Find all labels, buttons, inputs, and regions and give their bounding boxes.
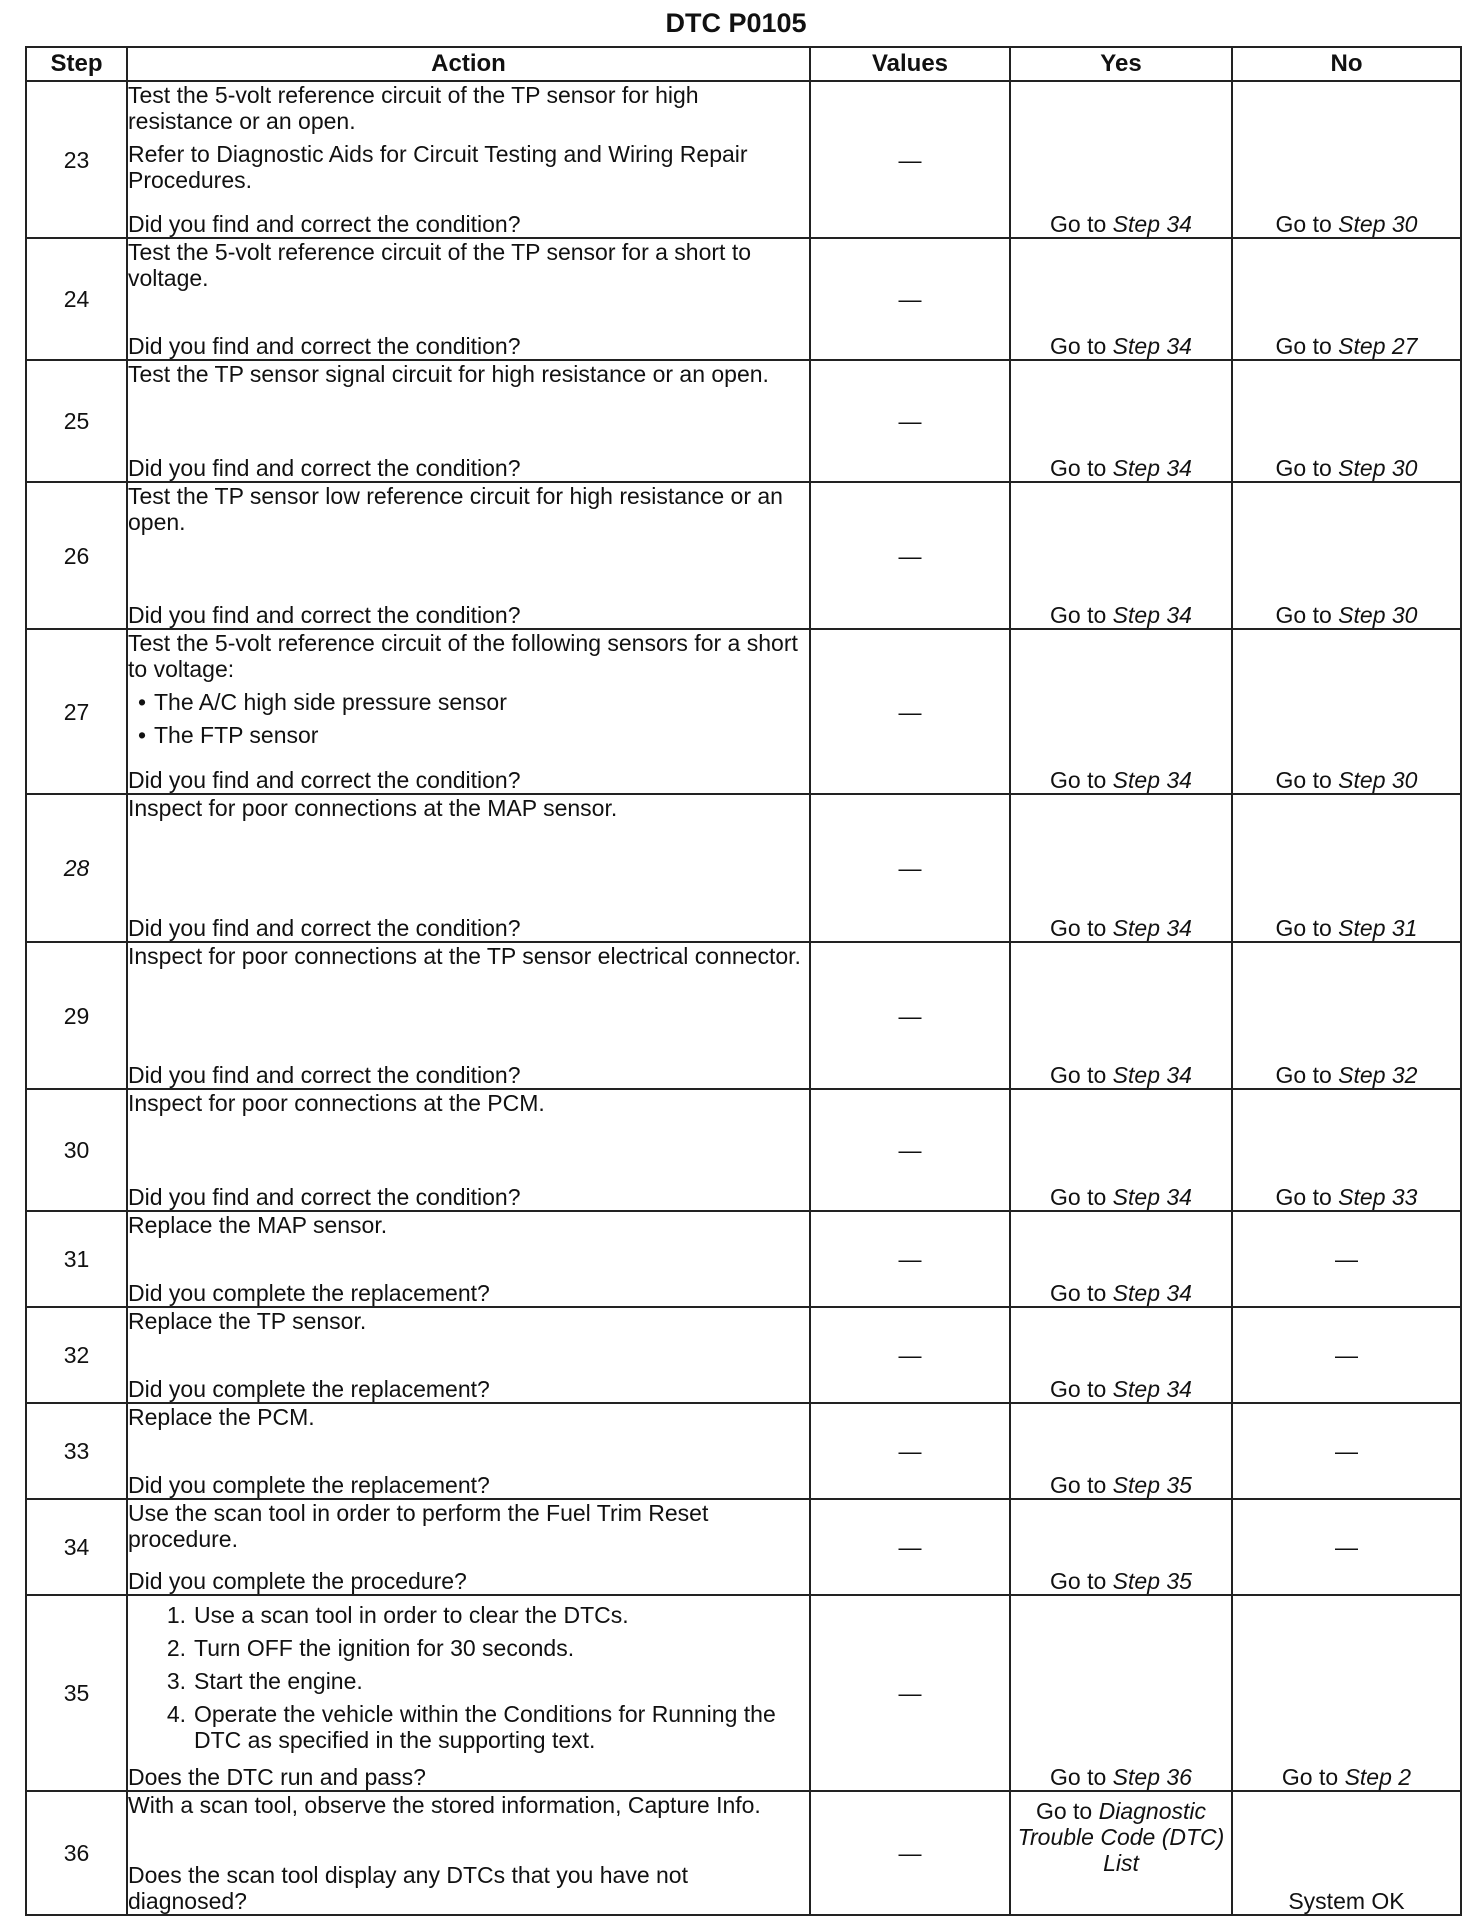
values-dash: — [898,146,922,173]
yes-cell: Go to Step 35 [1010,1499,1232,1595]
yes-cell: Go to Step 34 [1010,1089,1232,1211]
table-row [26,1791,1461,1915]
numbered-item: 2. Turn OFF the ignition for 30 seconds. [166,1635,575,1661]
step-number: 25 [26,360,127,482]
step-number: 33 [26,1403,127,1499]
header-step: Step [26,47,127,81]
no-cell [1232,1307,1461,1403]
dtc-list-link[interactable]: Diagnostic Trouble Code (DTC) List [1017,1798,1225,1876]
no-step-link[interactable]: Step 27 [1338,333,1418,359]
action-cell [127,1595,810,1791]
action-question: Did you complete the replacement? [128,1376,490,1402]
step-number: 30 [26,1089,127,1211]
values-cell [810,482,1010,629]
step-number: 28 [26,794,127,942]
no-cell: Go to Step 33 [1232,1089,1461,1211]
action-text: Test the TP sensor low reference circuit for high resistance or an open. [128,483,783,535]
action-text: Replace the MAP sensor. [128,1212,388,1238]
action-question: Did you complete the replacement? [128,1280,490,1306]
action-question: Did you find and correct the condition? [128,211,521,237]
no-dash: — [1335,1342,1358,1368]
yes-step-link[interactable]: Step 36 [1112,1764,1192,1790]
step-number: 36 [26,1791,127,1915]
values-dash: — [898,408,922,434]
yes-cell: Go to Step 34 [1010,794,1232,942]
values-dash: — [898,542,922,569]
yes-cell [1010,1791,1232,1915]
action-question: Did you find and correct the condition? [128,602,521,628]
yes-cell: Go to Step 36 [1010,1595,1232,1791]
header-no: No [1232,47,1461,81]
action-cell [127,238,810,360]
action-cell [127,1791,810,1915]
values-cell [810,1595,1010,1791]
action-question: Did you complete the procedure? [128,1568,467,1594]
yes-step-link[interactable]: Step 35 [1112,1472,1192,1498]
action-text: Use the scan tool in order to perform the Fuel Trim Reset procedure. [128,1500,709,1552]
values-dash: — [898,698,922,725]
values-cell [810,1307,1010,1403]
table-row [26,360,1461,482]
no-cell: Go to Step 30 [1232,81,1461,238]
no-step-link[interactable]: Step 31 [1338,915,1418,941]
action-text: Test the 5-volt reference circuit of the following sensors for a short to voltage: [128,630,798,682]
action-question: Did you find and correct the condition? [128,333,521,359]
numbered-item: 1. Use a scan tool in order to clear the DTCs. [166,1602,629,1628]
yes-step-link[interactable]: Step 34 [1112,1184,1192,1210]
action-text: Test the 5-volt reference circuit of the TP sensor for a short to voltage. [128,239,751,291]
table-row [26,1403,1461,1499]
values-cell [810,1403,1010,1499]
yes-step-link[interactable]: Step 34 [1112,333,1192,359]
table-row [26,1595,1461,1791]
action-cell [127,1089,810,1211]
table-row [26,942,1461,1089]
yes-step-link[interactable]: Step 34 [1112,767,1192,793]
table-title: DTC P0105 [665,8,807,38]
action-cell [127,1307,810,1403]
no-dash: — [1335,1246,1358,1272]
values-dash: — [898,1342,922,1368]
no-step-link[interactable]: Step 30 [1338,211,1418,237]
values-cell [810,1089,1010,1211]
action-text: Replace the TP sensor. [128,1308,367,1334]
table-row [26,794,1461,942]
table-row [26,238,1461,360]
action-cell [127,1403,810,1499]
yes-step-link[interactable]: Step 34 [1112,915,1192,941]
action-text: Inspect for poor connections at the TP sensor electrical connector. [128,943,801,969]
values-cell [810,942,1010,1089]
values-cell [810,1499,1010,1595]
step-number: 35 [26,1595,127,1791]
bullet-list [128,689,809,748]
action-question: Did you find and correct the condition? [128,767,521,793]
yes-cell: Go to Step 34 [1010,1307,1232,1403]
no-cell: Go to Step 27 [1232,238,1461,360]
action-question: Does the DTC run and pass? [128,1764,426,1790]
values-cell [810,1791,1010,1915]
header-values: Values [810,47,1010,81]
action-cell [127,482,810,629]
action-cell [127,794,810,942]
yes-step-link[interactable]: Step 34 [1112,1062,1192,1088]
yes-cell: Go to Step 35 [1010,1403,1232,1499]
no-step-link[interactable]: Step 2 [1344,1764,1412,1790]
values-cell [810,1211,1010,1307]
values-dash: — [898,1002,922,1029]
values-dash: — [898,1534,922,1560]
yes-step-link[interactable]: Step 34 [1112,1376,1192,1402]
no-cell: Go to Step 2 [1232,1595,1461,1791]
system-ok-text: System OK [1288,1888,1405,1914]
no-cell [1232,1499,1461,1595]
values-dash: — [898,855,922,881]
table-row [26,629,1461,794]
table-row [26,482,1461,629]
action-question: Did you find and correct the condition? [128,1184,521,1210]
yes-cell: Go to Step 34 [1010,629,1232,794]
no-cell [1232,1791,1461,1915]
action-question: Did you complete the replacement? [128,1472,490,1498]
yes-cell: Go to Step 34 [1010,81,1232,238]
step-number: 29 [26,942,127,1089]
action-text: Test the 5-volt reference circuit of the TP sensor for high resistance or an open. [128,82,699,134]
yes-cell: Go to Step 34 [1010,482,1232,629]
values-cell [810,81,1010,238]
values-cell [810,794,1010,942]
values-dash: — [898,1680,922,1706]
yes-step-link[interactable]: Step 34 [1112,602,1192,628]
no-cell [1232,1211,1461,1307]
action-text: Replace the PCM. [128,1404,315,1430]
no-cell: Go to Step 30 [1232,629,1461,794]
values-cell [810,360,1010,482]
action-cell [127,360,810,482]
table-header-row [26,47,1461,81]
table-row [26,1089,1461,1211]
header-action: Action [127,47,810,81]
numbered-item: 3. Start the engine. [166,1668,363,1694]
diagnostic-table [25,46,1462,1916]
yes-step-link[interactable]: Step 35 [1112,1568,1192,1594]
action-cell [127,81,810,238]
step-number: 32 [26,1307,127,1403]
no-cell: Go to Step 30 [1232,482,1461,629]
action-cell [127,1211,810,1307]
values-cell [810,629,1010,794]
numbered-item: 4. Operate the vehicle within the Conditions for Running the DTC as specified in the supporting text. [166,1701,776,1753]
action-text: With a scan tool, observe the stored information, Capture Info. [128,1792,761,1818]
step-number: 34 [26,1499,127,1595]
action-question: Did you find and correct the condition? [128,1062,521,1088]
action-question: Did you find and correct the condition? [128,915,521,941]
action-text: Inspect for poor connections at the MAP sensor. [128,795,618,821]
table-row [26,1499,1461,1595]
no-cell: Go to Step 30 [1232,360,1461,482]
no-dash: — [1335,1438,1358,1464]
no-cell: Go to Step 31 [1232,794,1461,942]
action-text: Inspect for poor connections at the PCM. [128,1090,545,1116]
bullet-item: • The FTP sensor [128,722,809,748]
yes-cell: Go to Step 34 [1010,238,1232,360]
values-cell [810,238,1010,360]
step-number: 31 [26,1211,127,1307]
step-number: 23 [26,81,127,238]
values-dash: — [898,1840,922,1866]
yes-cell: Go to Step 34 [1010,942,1232,1089]
action-cell [127,942,810,1089]
values-dash: — [898,1246,922,1272]
bullet-item: • The A/C high side pressure sensor [128,689,809,715]
table-row [26,81,1461,238]
numbered-list [128,1596,809,1753]
step-number: 24 [26,238,127,360]
step-number: 26 [26,482,127,629]
step-number: 27 [26,629,127,794]
yes-step-link[interactable]: Step 34 [1112,211,1192,237]
table-row [26,1307,1461,1403]
values-dash: — [898,1137,922,1163]
table-row [26,1211,1461,1307]
values-dash: — [898,1438,922,1464]
action-note: Refer to Diagnostic Aids for Circuit Testing and Wiring Repair Procedures. [128,141,748,193]
header-yes: Yes [1010,47,1232,81]
action-question: Did you find and correct the condition? [128,455,521,481]
no-dash: — [1335,1534,1358,1560]
action-cell [127,1499,810,1595]
values-dash: — [898,286,922,312]
no-step-link[interactable]: Step 32 [1338,1062,1418,1088]
no-step-link[interactable]: Step 33 [1338,1184,1418,1210]
action-question: Does the scan tool display any DTCs that you have not diagnosed? [128,1862,688,1914]
no-cell [1232,1403,1461,1499]
no-step-link[interactable]: Step 30 [1338,455,1418,481]
yes-step-link[interactable]: Step 34 [1112,1280,1192,1306]
yes-cell: Go to Step 34 [1010,1211,1232,1307]
action-text: Test the TP sensor signal circuit for high resistance or an open. [128,361,769,387]
no-step-link[interactable]: Step 30 [1338,602,1418,628]
yes-cell: Go to Step 34 [1010,360,1232,482]
yes-step-link[interactable]: Step 34 [1112,455,1192,481]
no-cell: Go to Step 32 [1232,942,1461,1089]
yes-prefix: Go to [1035,1798,1093,1824]
action-cell [127,629,810,794]
no-step-link[interactable]: Step 30 [1338,767,1418,793]
